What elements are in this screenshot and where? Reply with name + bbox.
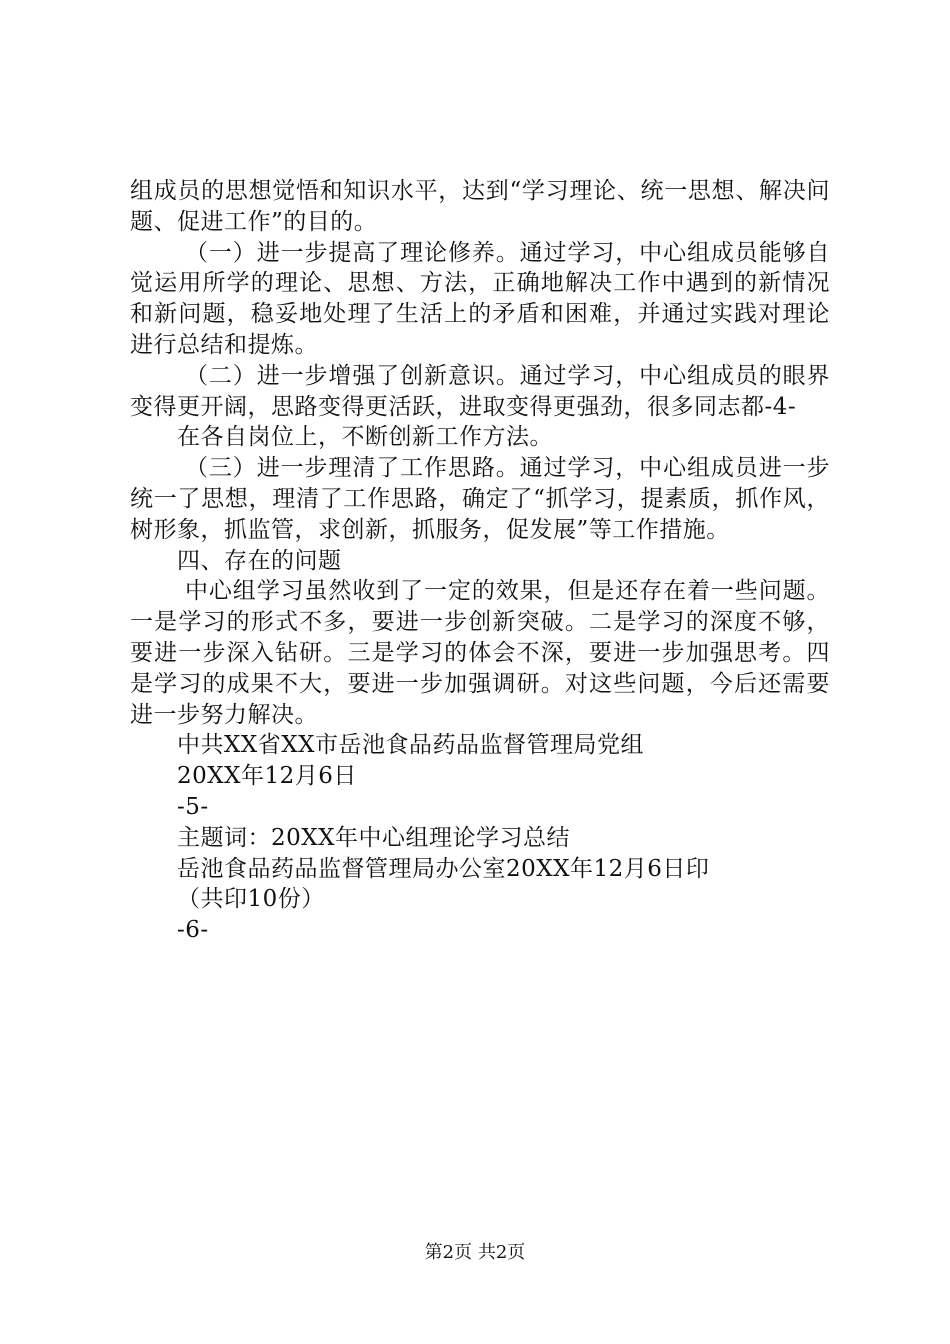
signature-organization: 中共XX省XX市岳池食品药品监督管理局党组 <box>177 732 644 759</box>
section-heading-problems: 四、存在的问题 <box>177 547 342 574</box>
page-footer: 第2页 共2页 <box>424 1242 526 1263</box>
paragraph-work-ideas: （三）进一步理清了工作思路。通过学习，中心组成员进一步统一了思想，理清了工作思路，确定了“抓学习，提素质，抓作风，树形象，抓监管，求创新，抓服务，促发展”等工作措施。 <box>130 455 830 543</box>
page-marker-5: -5- <box>177 793 209 820</box>
paragraph-problems: 中心组学习虽然收到了一定的效果，但是还存在着一些问题。一是学习的形式不多，要进一步创新突破。二是学习的深度不够，要进一步深入钻研。三是学习的体会不深，要进一步加强思考。四是学习的成果不大，要进一步加强调研。对这些问题，今后还需要进一步努力解决。 <box>130 578 830 728</box>
subject-keywords: 主题词：20XX年中心组理论学习总结 <box>177 824 571 851</box>
document-body <box>130 176 830 946</box>
print-office-info: 岳池食品药品监督管理局办公室20XX年12月6日印 <box>177 855 710 882</box>
paragraph-innovation-continued: 在各自岗位上，不断创新工作方法。 <box>177 424 553 451</box>
signature-date: 20XX年12月6日 <box>177 763 357 790</box>
paragraph-intro-continued: 组成员的思想觉悟和知识水平，达到“学习理论、统一思想、解决问题、促进工作”的目的。 <box>130 178 830 235</box>
paragraph-innovation-awareness: （二）进一步增强了创新意识。通过学习，中心组成员的眼界变得更开阔，思路变得更活跃，进取变得更强劲，很多同志都-4- <box>130 362 830 420</box>
paragraph-theory-cultivation: （一）进一步提高了理论修养。通过学习，中心组成员能够自觉运用所学的理论、思想、方法，正确地解决工作中遇到的新情况和新问题，稳妥地处理了生活上的矛盾和困难，并通过实践对理论进行总结和提炼。 <box>130 239 830 358</box>
page-marker-6: -6- <box>177 917 209 944</box>
print-copies: （共印10份） <box>177 886 325 913</box>
